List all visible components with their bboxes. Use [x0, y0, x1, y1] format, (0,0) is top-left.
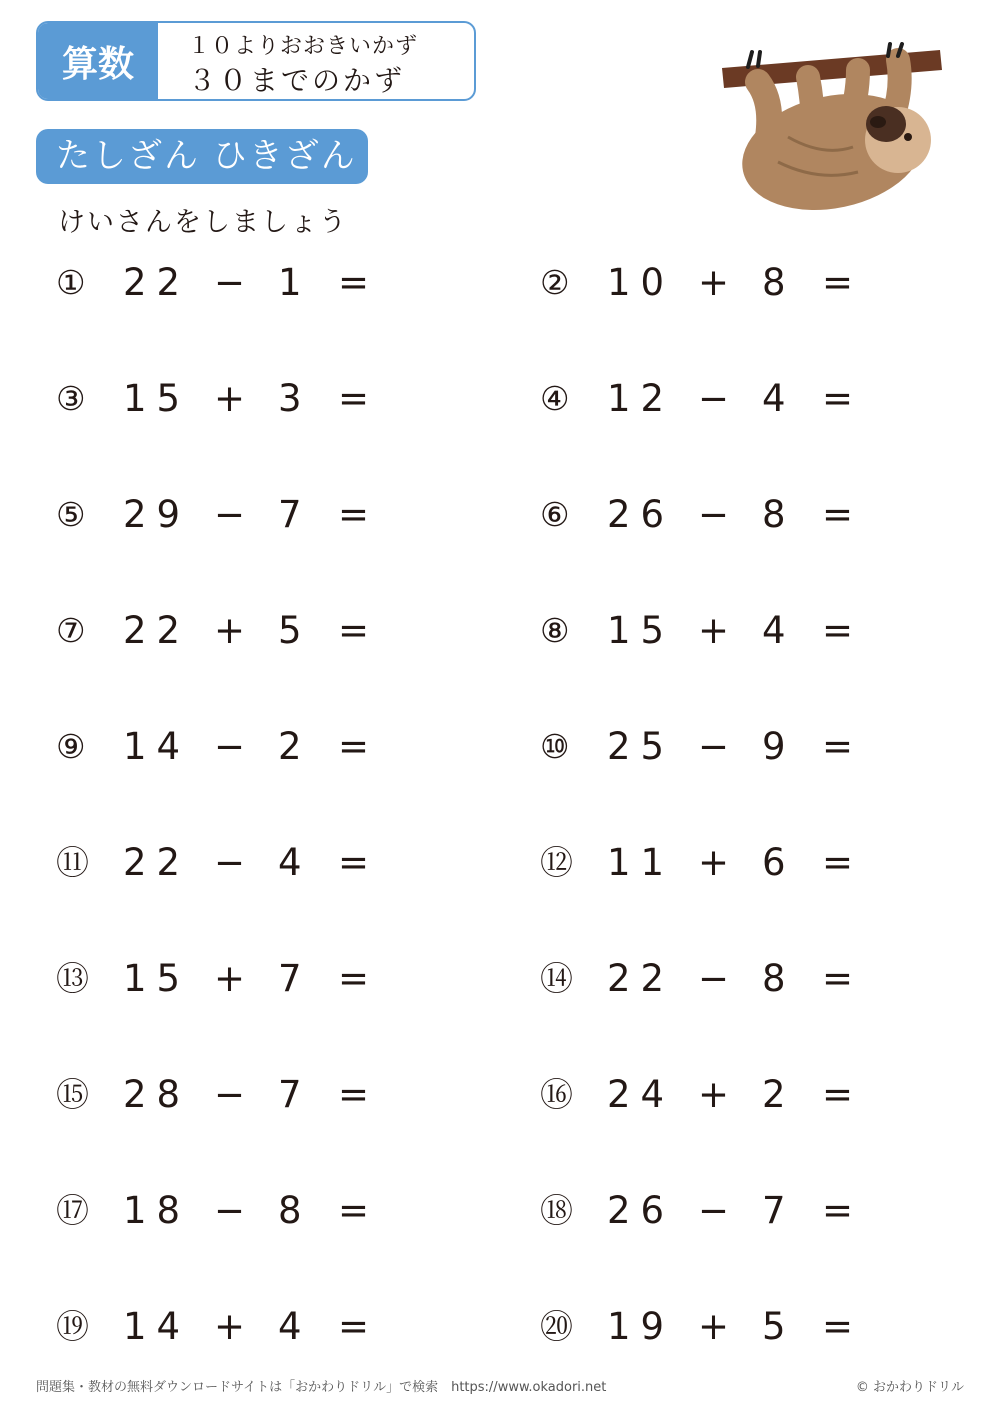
problem-number: ⑮ — [56, 1075, 89, 1114]
problem-operand-a: 10 — [607, 261, 675, 304]
problem-operand-a: 22 — [607, 957, 675, 1000]
problem-operator: − — [698, 1189, 730, 1232]
problem-operator: − — [214, 1073, 246, 1116]
problem-operator: − — [214, 841, 246, 884]
problem-equals: = — [338, 725, 370, 768]
problem-number: ⑥ — [540, 495, 570, 534]
problem-item — [540, 258, 940, 308]
instruction-text: けいさんをしましょう — [58, 207, 348, 238]
problem-operand-a: 12 — [607, 377, 675, 420]
problem-operand-b: 2 — [762, 1073, 786, 1116]
problem-operand-b: 3 — [278, 377, 302, 420]
problem-operator: − — [214, 493, 246, 536]
problem-operator: + — [698, 609, 730, 652]
problem-number: ⑳ — [540, 1307, 573, 1346]
problem-equals: = — [338, 1305, 370, 1348]
problem-operand-a: 24 — [607, 1073, 675, 1116]
problem-equals: = — [822, 493, 854, 536]
problem-equals: = — [822, 957, 854, 1000]
problem-equals: = — [338, 1073, 370, 1116]
problem-operand-a: 14 — [123, 725, 191, 768]
problem-operand-b: 5 — [278, 609, 302, 652]
footer-copyright: © おかわりドリル — [855, 1380, 964, 1395]
problem-equals: = — [338, 1189, 370, 1232]
problem-operand-a: 15 — [123, 957, 191, 1000]
problem-item — [540, 838, 940, 888]
problem-operand-b: 7 — [278, 1073, 302, 1116]
problem-operand-b: 2 — [278, 725, 302, 768]
problem-operator: − — [698, 957, 730, 1000]
subject-label: 算数 — [38, 23, 158, 99]
problem-operand-a: 25 — [607, 725, 675, 768]
problem-operand-a: 11 — [607, 841, 675, 884]
problem-operand-b: 6 — [762, 841, 786, 884]
problem-operator: − — [698, 493, 730, 536]
problem-item — [56, 1070, 456, 1120]
problem-operand-b: 4 — [762, 609, 786, 652]
problem-equals: = — [822, 1189, 854, 1232]
problem-equals: = — [338, 957, 370, 1000]
problem-number: ⑩ — [540, 727, 570, 766]
problem-operand-a: 22 — [123, 609, 191, 652]
problem-operand-b: 7 — [278, 493, 302, 536]
footer-site-info: 問題集・教材の無料ダウンロードサイトは「おかわりドリル」で検索 https://www.okadori.net — [36, 1380, 607, 1395]
problem-item — [540, 1302, 940, 1352]
problem-number: ⑫ — [540, 843, 573, 882]
problem-operand-a: 15 — [607, 609, 675, 652]
problem-number: ⑭ — [540, 959, 573, 998]
problem-operand-a: 28 — [123, 1073, 191, 1116]
problem-equals: = — [822, 609, 854, 652]
problem-item — [540, 722, 940, 772]
problem-number: ⑦ — [56, 611, 86, 650]
problem-operator: + — [698, 841, 730, 884]
problem-equals: = — [822, 377, 854, 420]
problem-number: ⑯ — [540, 1075, 573, 1114]
problem-equals: = — [822, 1073, 854, 1116]
problem-item — [540, 954, 940, 1004]
problem-operand-a: 18 — [123, 1189, 191, 1232]
problem-operator: − — [698, 725, 730, 768]
problem-equals: = — [822, 725, 854, 768]
problem-operator: − — [214, 1189, 246, 1232]
problem-operator: + — [214, 1305, 246, 1348]
problem-number: ⑱ — [540, 1191, 573, 1230]
problem-item — [56, 490, 456, 540]
problem-operand-b: 8 — [278, 1189, 302, 1232]
problem-item — [540, 490, 940, 540]
problem-item — [56, 954, 456, 1004]
problem-operator: + — [214, 957, 246, 1000]
problem-number: ① — [56, 263, 86, 302]
problem-item — [56, 1302, 456, 1352]
unit-title: １０よりおおきいかず — [188, 34, 419, 59]
problem-operator: + — [698, 1305, 730, 1348]
problem-item — [56, 722, 456, 772]
problem-equals: = — [822, 1305, 854, 1348]
lesson-title: ３０までのかず — [188, 64, 406, 97]
problem-operand-b: 8 — [762, 957, 786, 1000]
problem-item — [540, 1186, 940, 1236]
problem-item — [56, 258, 456, 308]
problem-operand-b: 4 — [278, 1305, 302, 1348]
problem-operand-b: 4 — [278, 841, 302, 884]
problem-operand-a: 22 — [123, 841, 191, 884]
problem-number: ④ — [540, 379, 570, 418]
problem-item — [56, 606, 456, 656]
problem-operand-a: 26 — [607, 493, 675, 536]
problem-operand-a: 26 — [607, 1189, 675, 1232]
problem-item — [540, 374, 940, 424]
problem-number: ⑤ — [56, 495, 86, 534]
problem-operand-a: 19 — [607, 1305, 675, 1348]
problem-operand-b: 7 — [762, 1189, 786, 1232]
problem-item — [56, 1186, 456, 1236]
problem-operand-a: 15 — [123, 377, 191, 420]
problem-operand-b: 8 — [762, 493, 786, 536]
problem-number: ⑧ — [540, 611, 570, 650]
problem-number: ⑲ — [56, 1307, 89, 1346]
problem-item — [540, 1070, 940, 1120]
problem-operand-b: 5 — [762, 1305, 786, 1348]
problem-equals: = — [338, 377, 370, 420]
problem-number: ⑬ — [56, 959, 89, 998]
problem-operator: + — [698, 261, 730, 304]
problem-equals: = — [338, 261, 370, 304]
section-label: たしざん ひきざん — [36, 129, 368, 184]
problem-operand-b: 1 — [278, 261, 302, 304]
problem-operator: + — [214, 377, 246, 420]
problem-operand-a: 29 — [123, 493, 191, 536]
problem-operand-b: 7 — [278, 957, 302, 1000]
problem-number: ⑪ — [56, 843, 89, 882]
problem-number: ③ — [56, 379, 86, 418]
problem-number: ⑰ — [56, 1191, 89, 1230]
problem-operand-a: 14 — [123, 1305, 191, 1348]
problem-operator: − — [214, 261, 246, 304]
problem-item — [56, 838, 456, 888]
problem-equals: = — [338, 841, 370, 884]
problem-operand-b: 4 — [762, 377, 786, 420]
problem-item — [56, 374, 456, 424]
problem-operator: + — [214, 609, 246, 652]
problem-operand-b: 8 — [762, 261, 786, 304]
problem-number: ② — [540, 263, 570, 302]
problem-operator: − — [698, 377, 730, 420]
problem-operator: + — [698, 1073, 730, 1116]
problem-equals: = — [338, 609, 370, 652]
problem-operand-b: 9 — [762, 725, 786, 768]
problem-number: ⑨ — [56, 727, 86, 766]
problem-operator: − — [214, 725, 246, 768]
problem-item — [540, 606, 940, 656]
problem-equals: = — [822, 261, 854, 304]
problem-equals: = — [822, 841, 854, 884]
problem-equals: = — [338, 493, 370, 536]
problem-operand-a: 22 — [123, 261, 191, 304]
